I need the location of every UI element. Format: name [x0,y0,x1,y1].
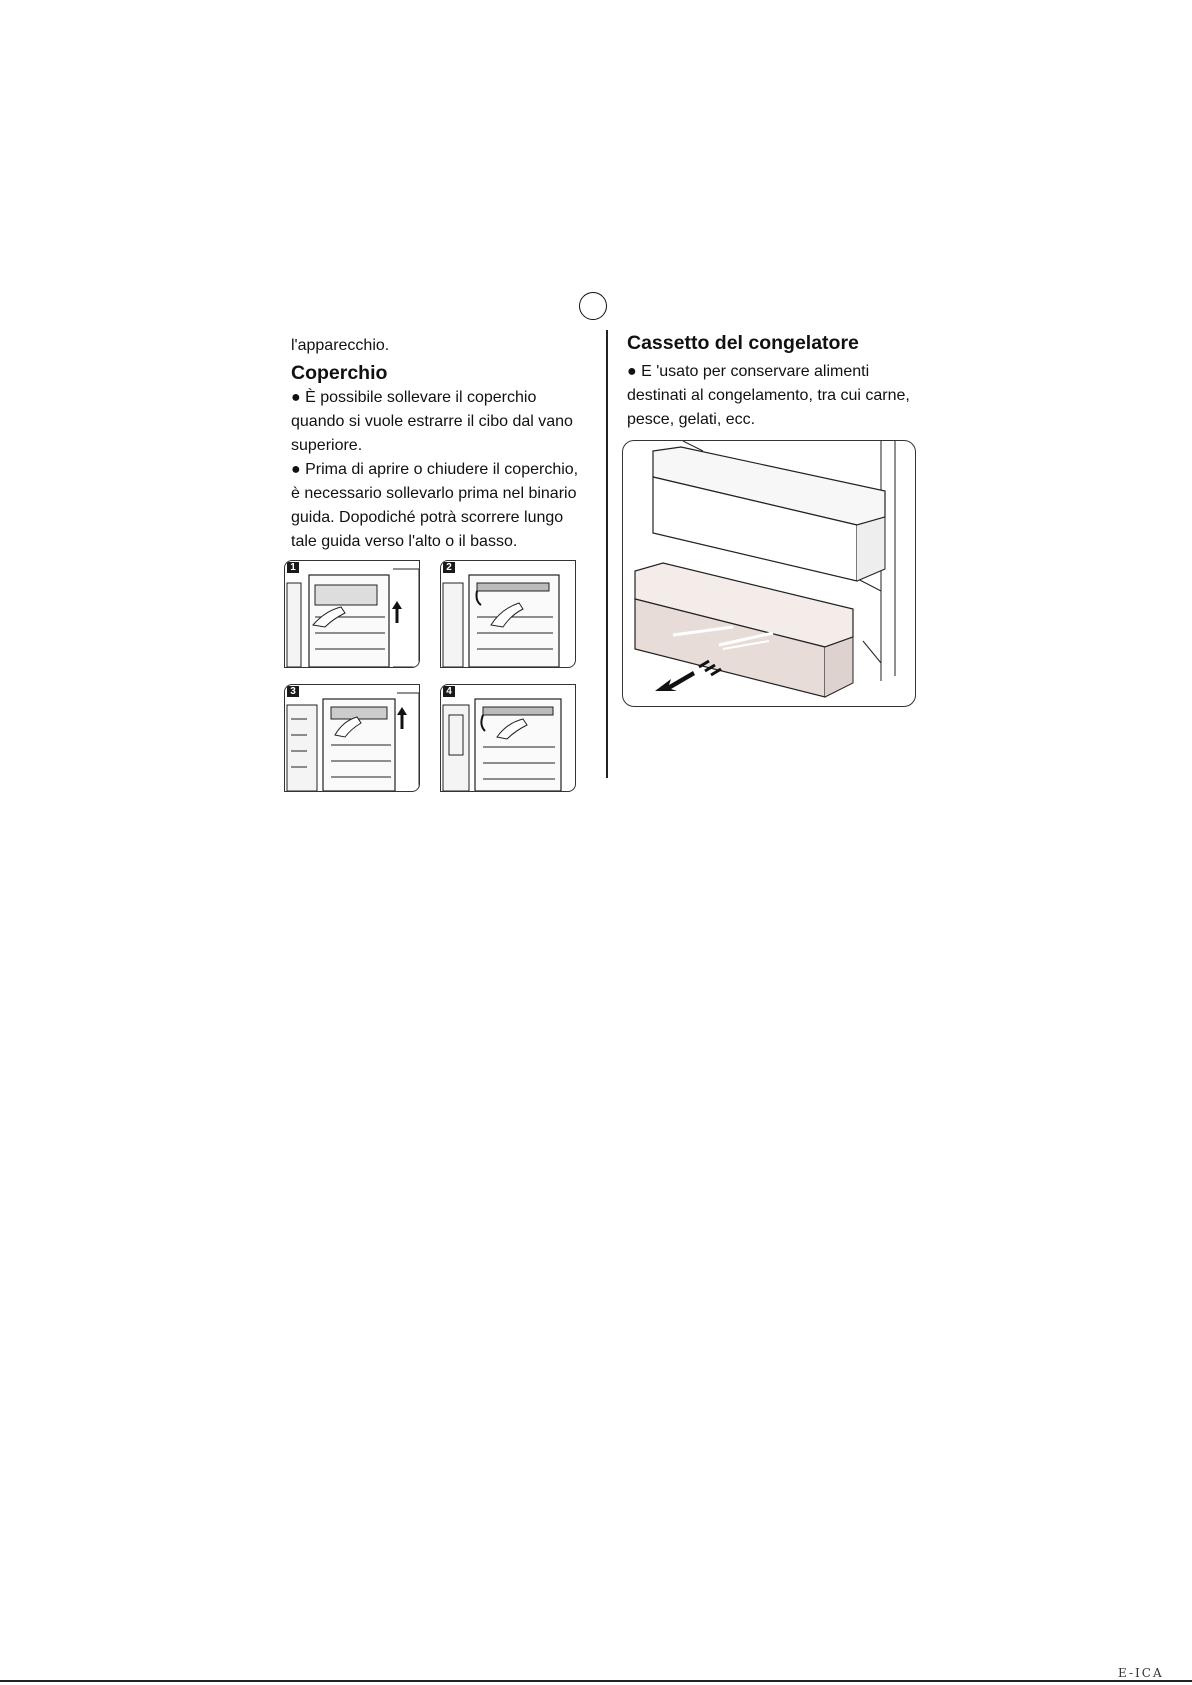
freezer-interior-illustration [441,685,576,792]
section-heading-coperchio: Coperchio [291,362,388,384]
step-number-badge: 3 [287,686,299,697]
paragraph-line: guida. Dopodiché potrà scorrere lungo [291,509,564,526]
footer-rule [0,1680,1192,1682]
continuation-text: l'apparecchio. [291,337,390,354]
step-panel-1 [284,560,420,668]
paragraph-line: tale guida verso l'alto o il basso. [291,533,518,550]
section-heading-cassetto: Cassetto del congelatore [627,332,859,354]
footer-mark: E-ICA [1118,1666,1164,1680]
freezer-interior-illustration [441,561,576,668]
lid-steps-illustration [284,560,592,793]
paragraph-line: pesce, gelati, ecc. [627,411,756,428]
step-number-badge: 1 [287,562,299,573]
freezer-drawer-illustration [622,440,916,707]
step-panel-4 [440,684,576,792]
paragraph-line: ● E 'usato per conservare alimenti [627,363,870,380]
paragraph-line: destinati al congelamento, tra cui carne, [627,387,910,404]
paragraph-line: ● Prima di aprire o chiudere il coperchio, [291,461,579,478]
left-column [291,334,591,554]
freezer-interior-illustration [285,685,420,792]
paragraph-line: è necessario sollevarlo prima nel binario [291,485,577,502]
step-number-badge: 4 [443,686,455,697]
column-divider [606,330,608,778]
paragraph-line: ● È possibile sollevare il coperchio [291,389,537,406]
paragraph-line: superiore. [291,437,363,454]
right-column [627,330,927,432]
step-number-badge: 2 [443,562,455,573]
pull-out-arrow-icon [653,651,723,695]
paragraph-2 [291,458,591,554]
step-panel-2 [440,560,576,668]
step-panel-3 [284,684,420,792]
up-arrow-icon [397,707,407,729]
paragraph-1 [291,386,591,458]
up-arrow-icon [392,601,402,623]
page-number-circle [579,292,607,320]
paragraph-line: quando si vuole estrarre il cibo dal vano [291,413,573,430]
